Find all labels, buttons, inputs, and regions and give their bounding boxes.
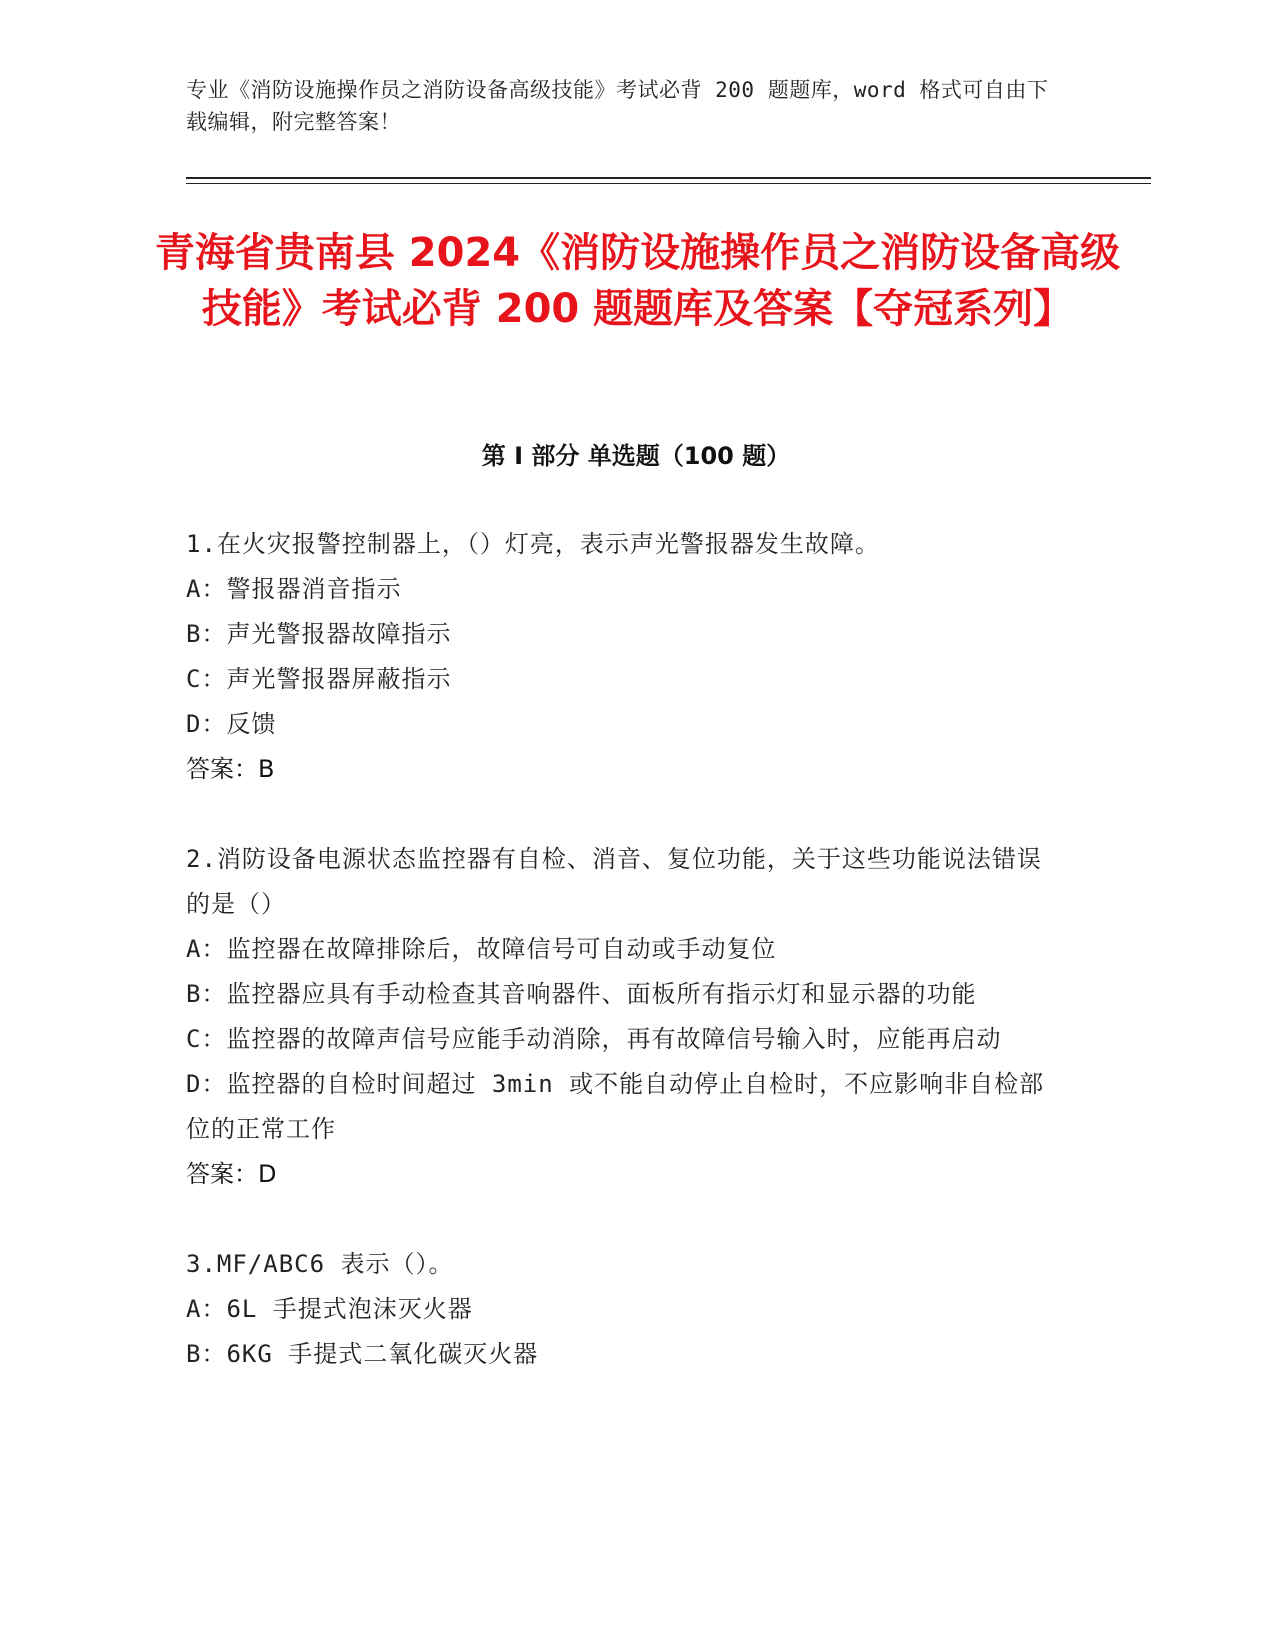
answer-text: 答案：D xyxy=(186,1160,277,1188)
question-1 xyxy=(186,522,1066,792)
option-d: D：监控器的自检时间超过 3min 或不能自动停止自检时，不应影响非自检部位的正常工作 xyxy=(186,1070,1045,1143)
option-b: B：监控器应具有手动检查其音响器件、面板所有指示灯和显示器的功能 xyxy=(186,980,977,1008)
answer-text: 答案：B xyxy=(186,755,275,783)
option-a: A：监控器在故障排除后，故障信号可自动或手动复位 xyxy=(186,935,777,963)
option-b: B：声光警报器故障指示 xyxy=(186,620,452,648)
option-c: C：监控器的故障声信号应能手动消除，再有故障信号输入时，应能再启动 xyxy=(186,1025,1002,1053)
document-title: 青海省贵南县 2024《消防设施操作员之消防设备高级技能》考试必背 200 题题库及答案【夺冠系列】 xyxy=(154,230,1121,332)
question-2 xyxy=(186,837,1066,1197)
header-divider-thin xyxy=(186,183,1151,184)
section-heading: 第 I 部分 单选题（100 题） xyxy=(481,442,791,470)
question-list xyxy=(186,522,1066,1422)
question-stem: 2.消防设备电源状态监控器有自检、消音、复位功能，关于这些功能说法错误的是（） xyxy=(186,845,1042,918)
option-d: D：反馈 xyxy=(186,710,277,738)
question-stem: 3.MF/ABC6 表示（）。 xyxy=(186,1250,454,1278)
option-a: A：6L 手提式泡沫灭火器 xyxy=(186,1295,473,1323)
option-a: A：警报器消音指示 xyxy=(186,575,402,603)
intro-text: 专业《消防设施操作员之消防设备高级技能》考试必背 200 题题库，word 格式可自由下载编辑，附完整答案！ xyxy=(186,78,1049,134)
question-stem: 1.在火灾报警控制器上，（）灯亮，表示声光警报器发生故障。 xyxy=(186,530,880,558)
option-c: C：声光警报器屏蔽指示 xyxy=(186,665,452,693)
question-3 xyxy=(186,1242,1066,1377)
header-divider-thick xyxy=(186,177,1151,179)
option-b: B：6KG 手提式二氧化碳灭火器 xyxy=(186,1340,539,1368)
